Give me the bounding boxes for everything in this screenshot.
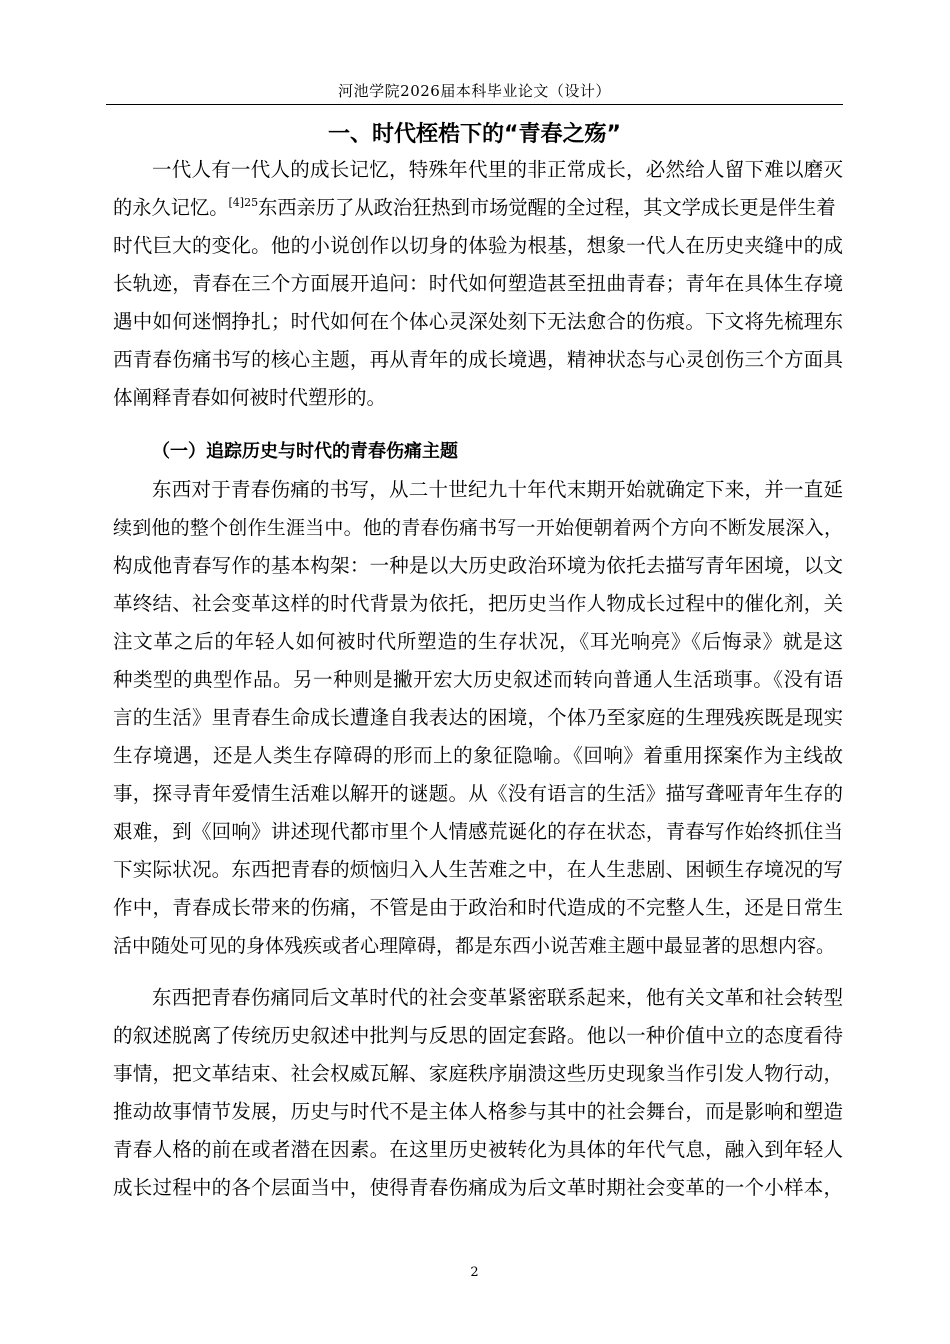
page-number: 2	[470, 1265, 479, 1280]
text-line: 事情，把文革结束、社会权威瓦解、家庭秩序崩溃这些历史现象当作引发人物行动，	[113, 1062, 843, 1085]
text-line: 构成他青春写作的基本构架：一种是以大历史政治环境为依托去描写青年困境，以文	[113, 554, 843, 577]
text-line: 长轨迹，青春在三个方面展开追问：时代如何塑造甚至扭曲青春；青年在具体生存境	[113, 272, 843, 295]
text-line: 东西对于青春伤痛的书写，从二十世纪九十年代末期开始就确定下来，并一直延	[152, 478, 843, 501]
text-line: 体阐释青春如何被时代塑形的。	[113, 386, 387, 409]
text-line: 西青春伤痛书写的核心主题，再从青年的成长境遇，精神状态与心灵创伤三个方面具	[113, 348, 843, 371]
text-line: 青春人格的前在或者潜在因素。在这里历史被转化为具体的年代气息，融入到年轻人	[113, 1138, 843, 1161]
text-line: 生存境遇，还是人类生存障碍的形而上的象征隐喻。《回响》着重用探案作为主线故	[113, 744, 843, 767]
text-line: 东西把青春伤痛同后文革时代的社会变革紧密联系起来，他有关文革和社会转型	[152, 986, 843, 1009]
citation-mark: [4]25	[228, 196, 259, 209]
header-rule	[106, 104, 843, 105]
text-line: 遇中如何迷惘挣扎；时代如何在个体心灵深处刻下无法愈合的伤痕。下文将先梳理东	[113, 310, 843, 333]
text-line: 革终结、社会变革这样的时代背景为依托，把历史当作人物成长过程中的催化剂，关	[113, 592, 843, 615]
page-header: 河池学院2026届本科毕业论文（设计）	[338, 82, 611, 100]
text-line: 事，探寻青年爱情生活难以解开的谜题。从《没有语言的生活》描写聋哑青年生存的	[113, 782, 843, 805]
text-line: 下实际状况。东西把青春的烦恼归入人生苦难之中，在人生悲剧、困顿生存境况的写	[113, 858, 843, 881]
text-line: 推动故事情节发展，历史与时代不是主体人格参与其中的社会舞台，而是影响和塑造	[113, 1100, 843, 1123]
section-title: （一）追踪历史与时代的青春伤痛主题	[152, 441, 458, 462]
text-line: 活中随处可见的身体残疾或者心理障碍，都是东西小说苦难主题中最显著的思想内容。	[113, 935, 836, 957]
chapter-title: 一、时代桎梏下的“青春之殇”	[328, 122, 621, 147]
text-line: 一代人有一代人的成长记忆，特殊年代里的非正常成长，必然给人留下难以磨灭	[152, 158, 843, 181]
text-line: 的叙述脱离了传统历史叙述中批判与反思的固定套路。他以一种价值中立的态度看待	[113, 1024, 843, 1047]
text-line: 成长过程中的各个层面当中，使得青春伤痛成为后文革时期社会变革的一个小样本，	[113, 1176, 843, 1199]
text-line: 艰难，到《回响》讲述现代都市里个人情感荒诞化的存在状态，青春写作始终抓住当	[113, 820, 843, 843]
text-line: 时代巨大的变化。他的小说创作以切身的体验为根基，想象一代人在历史夹缝中的成	[113, 234, 843, 257]
text-line: 续到他的整个创作生涯当中。他的青春伤痛书写一开始便朝着两个方向不断发展深入，	[113, 517, 843, 539]
text-line: 注文革之后的年轻人如何被时代所塑造的生存状况，《耳光响亮》《后悔录》就是这	[113, 630, 843, 653]
text-line: 种类型的典型作品。另一种则是撇开宏大历史叙述而转向普通人生活琐事。《没有语	[113, 668, 843, 691]
text-line	[113, 194, 843, 222]
text-line: 言的生活》里青春生命成长遭逢自我表达的困境，个体乃至家庭的生理残疾既是现实	[113, 706, 843, 729]
text-fragment: 东西亲历了从政治狂热到市场觉醒的全过程，其文学成长更是伴生着	[258, 196, 836, 219]
text-fragment: 的永久记忆。	[113, 196, 229, 219]
text-line: 作中，青春成长带来的伤痛，不管是由于政治和时代造成的不完整人生，还是日常生	[113, 896, 843, 919]
